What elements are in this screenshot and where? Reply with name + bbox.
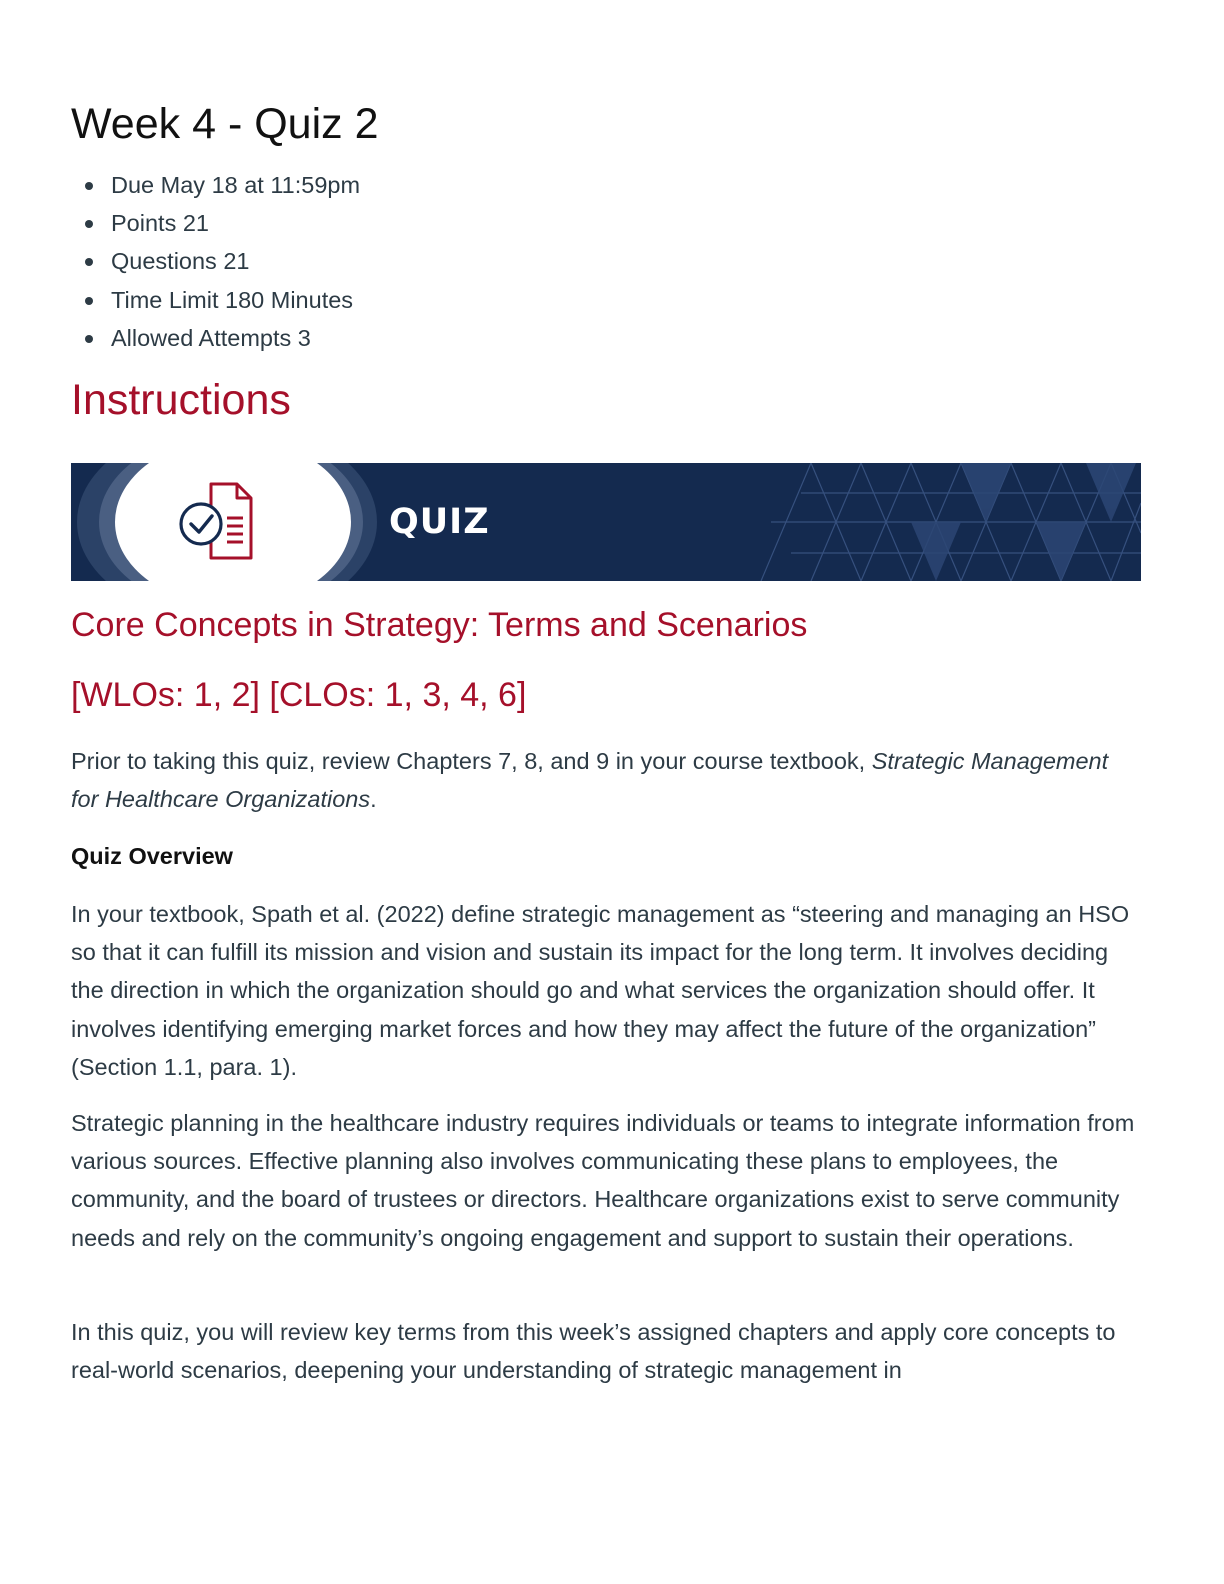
- prior-text: Prior to taking this quiz, review Chapters 7, 8, and 9 in your course textbook,: [71, 748, 872, 774]
- detail-questions-text: Questions 21: [111, 248, 250, 275]
- section-title: Core Concepts in Strategy: Terms and Scenarios: [71, 606, 808, 644]
- overview-paragraph-2: Strategic planning in the healthcare industry requires individuals or teams to integrate information from various sources. Effective planning also involves communicating these plans to employees, the community, and the board of trustees or directors. Healthcare organizations exist to serve community needs and rely on the community’s ongoing engagement and support to sustain their operations.: [71, 1110, 1135, 1251]
- quiz-overview-heading: Quiz Overview: [71, 843, 233, 869]
- prior-reading-paragraph: [71, 742, 1141, 818]
- page-title: Week 4 - Quiz 2: [71, 100, 379, 148]
- textbook-title: Strategic Management for Healthcare Organizations: [71, 748, 1109, 813]
- detail-points-text: Points 21: [111, 210, 209, 237]
- instructions-heading: Instructions: [71, 376, 291, 424]
- bullet: [85, 182, 93, 190]
- detail-attempts: [71, 319, 360, 357]
- detail-time-limit: [71, 281, 360, 319]
- bullet: [85, 297, 93, 305]
- bullet: [85, 258, 93, 266]
- detail-points: [71, 204, 360, 242]
- quiz-checklist-icon: [171, 480, 257, 564]
- detail-due-text: Due May 18 at 11:59pm: [111, 172, 361, 198]
- overview-paragraph-3: In this quiz, you will review key terms from this week’s assigned chapters and apply core concepts to real-world scenarios, deepening your understanding of strategic management in: [71, 1319, 1116, 1384]
- detail-attempts-text: Allowed Attempts 3: [111, 324, 311, 351]
- detail-questions: [71, 242, 360, 280]
- overview-paragraph-1: In your textbook, Spath et al. (2022) define strategic management as “steering and managing an HSO so that it can fulfill its mission and vision and sustain its impact for the long term. It involves deciding the direction in which the organization should go and what services the organization should offer. It involves identifying emerging market forces and how they may affect the future of the organization” (Section 1.1, para. 1).: [71, 901, 1130, 1080]
- bullet: [85, 220, 93, 228]
- bullet: [85, 335, 93, 343]
- learning-outcomes: [WLOs: 1, 2] [CLOs: 1, 3, 4, 6]: [71, 676, 527, 714]
- banner-label: QUIZ: [389, 502, 490, 542]
- quiz-details-list: [71, 166, 360, 357]
- detail-due: [71, 166, 360, 204]
- quiz-banner: [71, 463, 1141, 581]
- detail-time-limit-text: Time Limit 180 Minutes: [111, 286, 354, 313]
- prior-end: .: [370, 786, 377, 813]
